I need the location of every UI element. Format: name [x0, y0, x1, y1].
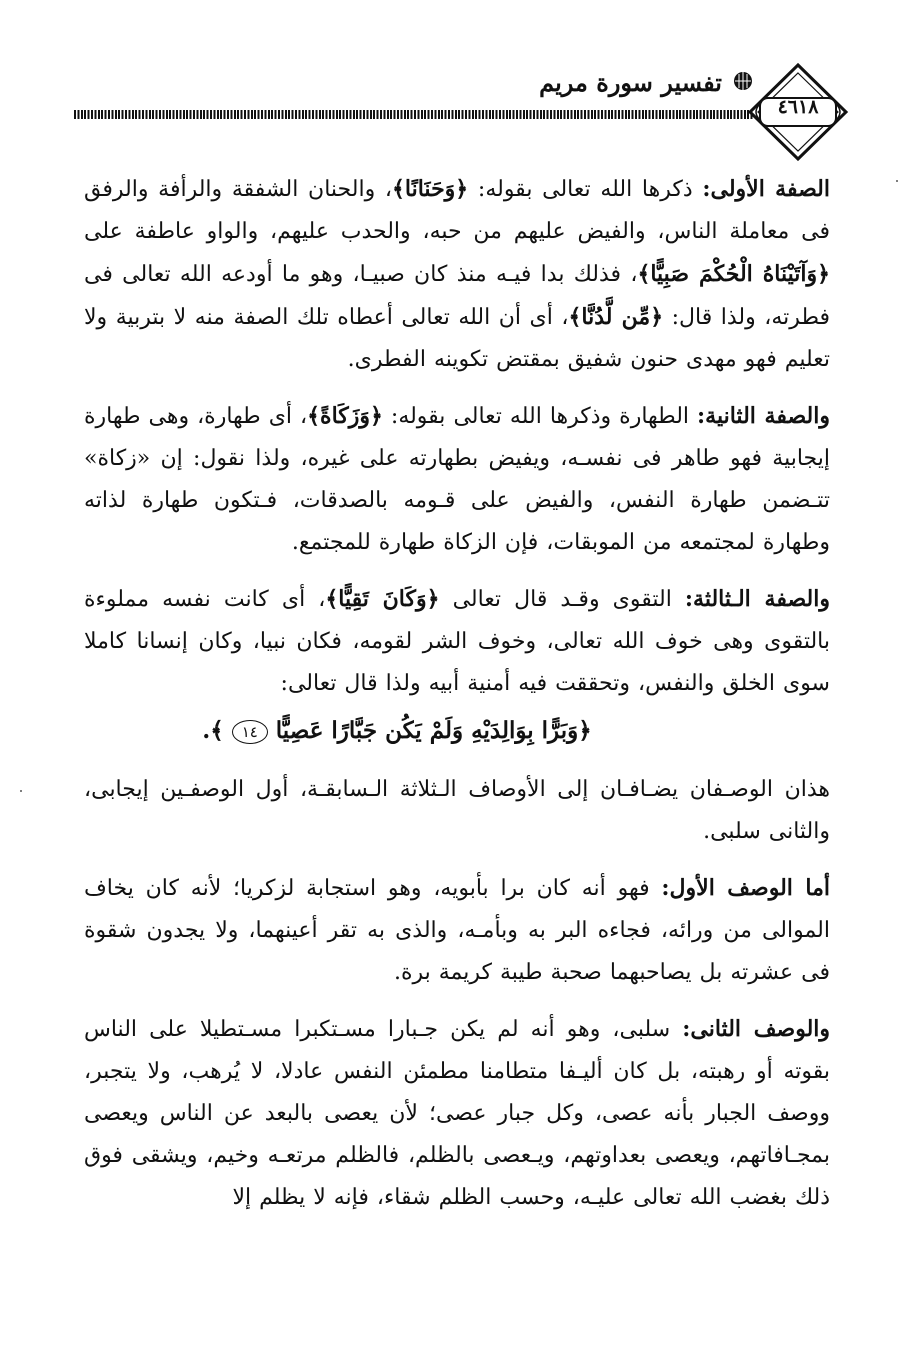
header-rule — [74, 110, 754, 119]
paragraph-lead: أما الوصف الأول: — [661, 875, 830, 901]
paragraph-second-attribute — [84, 395, 830, 564]
text-run: سلبى، وهو أنه لم يكن جـبارا مسـتكبرا مسـتطيلا على الناس بقوته أو رهبته، بل كان أليـفا متطامنا مطمئن النفس عادلا، لا يُرهب، ولا يتجبر، ووصف الجبار بأنه عصى، وكل جبار عصى؛ لأن يعصى بالبعد عن الناس ويعصى بمجـافاتهم، ويعصى بعداوتهم، ويـعصى بالظلم، فالظلم مرتعـه وخيم، ويشقى فوق ذلك بغضب الله تعالى عليـه، وحسب الظلم شقاء، فإنه لا يظلم إلا — [84, 1017, 830, 1210]
quran-quote: ﴿وَكَانَ تَقِيًّا﴾ — [325, 586, 440, 612]
paragraph-lead: والصفة الثانية: — [697, 403, 830, 429]
page-content — [84, 168, 830, 1219]
text-run: ، أى أن الله تعالى أعطاه تلك الصفة منه لا بتربية ولا تعليم فهو مهدى حنون شفيق بمقتض تكوينه الفطرى. — [84, 305, 830, 372]
paragraph-two-descriptions — [84, 769, 830, 853]
text-run: ذكرها الله تعالى بقوله: — [468, 177, 703, 202]
paragraph-lead: والصفة الـثالثة: — [684, 586, 830, 612]
text-run: ، والحنان الشفقة والرأفة والرفق فى معاملة الناس، والفيض عليهم من حبه، والحدب عليهم، والواو عاطفة على — [84, 177, 830, 244]
scan-speck — [896, 180, 898, 182]
quran-quote: ﴿وَآتَيْنَاهُ الْحُكْمَ صَبِيًّا﴾ — [637, 261, 830, 287]
quran-quote: ﴿مِّن لَّدُنَّا﴾ — [568, 304, 664, 330]
paragraph-lead: الصفة الأولى: — [702, 176, 830, 202]
paragraph-third-attribute — [84, 578, 830, 705]
text-run: الطهارة وذكرها الله تعالى بقوله: — [382, 404, 698, 429]
paragraph-first-attribute — [84, 168, 830, 381]
quran-verse — [84, 709, 830, 753]
running-title: تفسير سورة مريم — [539, 68, 722, 97]
text-run: هذان الوصـفان يضـافـان إلى الأوصاف الـثلاثة الـسابقـة، أول الوصفـين إيجابى، والثانى سلبى. — [84, 777, 830, 844]
text-run: ، أى كانت نفسه مملوءة بالتقوى وهى خوف الله تعالى، وخوف الشر لقومه، فكان نبيا، وكان إنسانا كاملا سوى الخلق والنفس، وتحققت فيه أمنية أبيه ولذا قال تعالى: — [84, 587, 830, 696]
text-run: التقوى وقـد قال تعالى — [439, 587, 685, 612]
scan-speck — [20, 790, 22, 792]
text-run: ، أى طهارة، وهى طهارة إيجابية فهو طاهر فى نفسـه، ويفيض بطهارته على غيره، ولذا نقول: إن «زكاة» تتـضمن طهارة النفس، والفيض على قـومه بالصدقات، فـتكون طهارة لذاته وطهارة لمجتمعه من الموبقات، فإن الزكاة طهارة للمجتمع. — [84, 404, 830, 555]
verse-text: ﴿وَبَرًّا بِوَالِدَيْهِ وَلَمْ يَكُن جَبَّارًا عَصِيًّا — [275, 717, 592, 744]
page-header — [70, 58, 850, 163]
ayah-number-marker: ١٤ — [232, 720, 268, 744]
quran-quote: ﴿وَحَنَانًا﴾ — [392, 176, 469, 202]
paragraph-lead: والوصف الثانى: — [682, 1016, 831, 1042]
paragraph-first-description — [84, 867, 830, 994]
text-run: فهو أنه كان برا بأبويه، وهو استجابة لزكريا؛ لأنه كان يخاف الموالى من ورائه، فجاءه البر به وبأمـه، والذى به تقر أعينهما، ولا يجدون شقوة فى عشرته بل يصاحبهما صحبة طيبة كريمة برة. — [84, 876, 830, 985]
text-run: ، فذلك بدا فيـه منذ كان صبيـا، وهو ما أودعه الله تعالى فى فطرته، ولذا قال: — [84, 262, 831, 330]
verse-closing: ﴾. — [202, 717, 224, 744]
quran-quote: ﴿وَزَكَاةً﴾ — [307, 403, 383, 429]
paragraph-second-description — [84, 1008, 830, 1219]
page-number: ٤٦١٨ — [777, 96, 819, 118]
